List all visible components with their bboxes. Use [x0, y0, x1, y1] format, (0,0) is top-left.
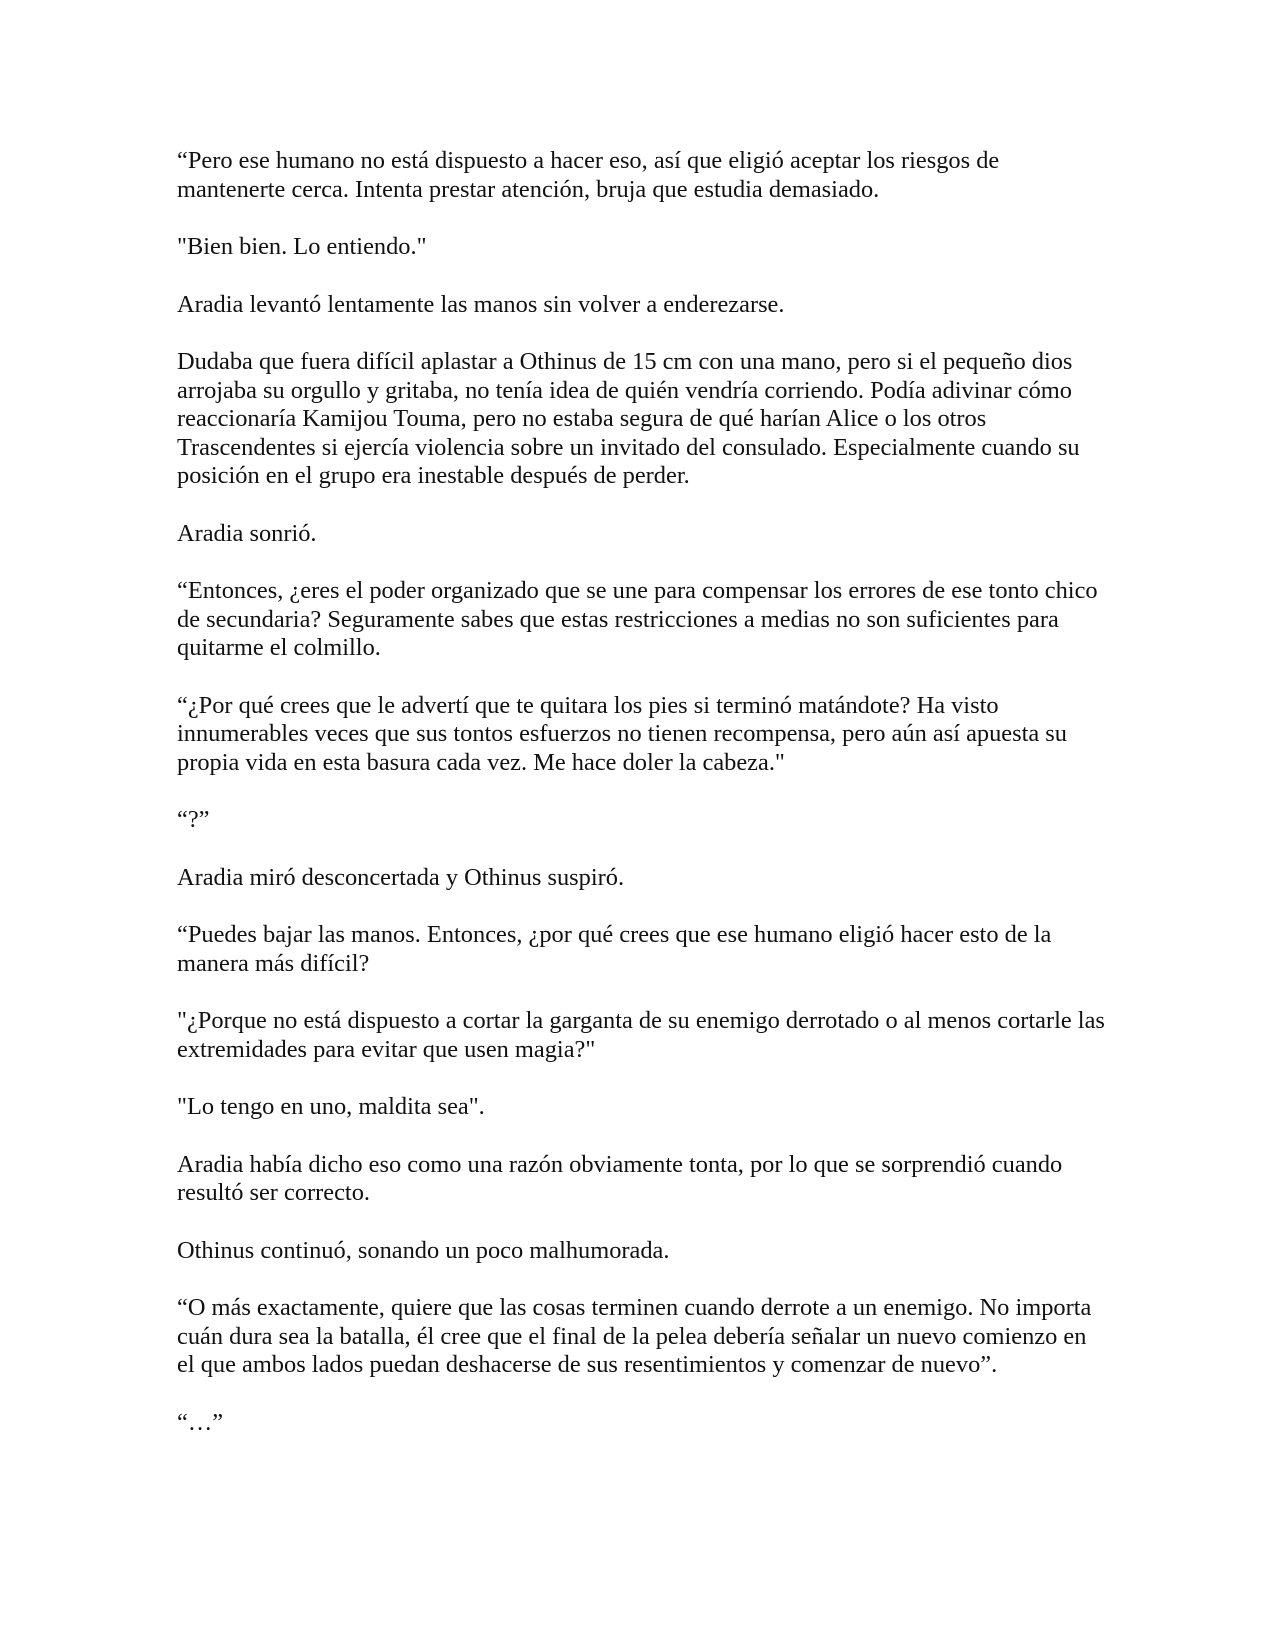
paragraph: “O más exactamente, quiere que las cosas terminen cuando derrote a un enemigo. No importa cuán dura sea la batalla, él cree que el final de la pelea debería señalar un nuevo comienzo en el que ambos lados puedan deshacerse de sus resentimientos y comenzar de nuevo”.: [177, 1294, 1092, 1378]
paragraph: "¿Porque no está dispuesto a cortar la garganta de su enemigo derrotado o al menos cortarle las extremidades para evitar que usen magia?": [177, 1007, 1105, 1063]
paragraph: “?”: [177, 806, 210, 833]
paragraph: “Puedes bajar las manos. Entonces, ¿por qué crees que ese humano eligió hacer esto de la manera más difícil?: [177, 921, 1052, 977]
paragraph: “¿Por qué crees que le advertí que te quitara los pies si terminó matándote? Ha visto innumerables veces que sus tontos esfuerzos no tienen recompensa, pero aún así apuesta su propia vida en esta basura cada vez. Me hace doler la cabeza.": [177, 691, 1067, 776]
paragraph: Aradia levantó lentamente las manos sin volver a enderezarse.: [177, 290, 785, 318]
paragraph: “…”: [177, 1408, 224, 1436]
paragraph: "Bien bien. Lo entiendo.": [177, 233, 427, 260]
document-body: [177, 147, 1107, 1466]
paragraph: “Pero ese humano no está dispuesto a hacer eso, así que eligió aceptar los riesgos de mantenerte cerca. Intenta prestar atención, bruja que estudia demasiado.: [177, 147, 1000, 203]
paragraph: Aradia sonrió.: [177, 519, 317, 547]
paragraph: Aradia miró desconcertada y Othinus suspiró.: [177, 863, 625, 891]
paragraph: Aradia había dicho eso como una razón obviamente tonta, por lo que se sorprendió cuando resultó ser correcto.: [177, 1150, 1063, 1206]
paragraph: Dudaba que fuera difícil aplastar a Othinus de 15 cm con una mano, pero si el pequeño dios arrojaba su orgullo y gritaba, no tenía idea de quién vendría corriendo. Podía adivinar cómo reaccionaría Kamijou Touma, pero no estaba segura de qué harían Alice o los otros Trascendentes si ejercía violencia sobre un invitado del consulado. Especialmente cuando su posición en el grupo era inestable después de perder.: [177, 348, 1080, 489]
paragraph: Othinus continuó, sonando un poco malhumorada.: [177, 1236, 670, 1264]
paragraph: "Lo tengo en uno, maldita sea".: [177, 1093, 485, 1120]
paragraph: “Entonces, ¿eres el poder organizado que se une para compensar los errores de ese tonto chico de secundaria? Seguramente sabes que estas restricciones a medias no son suficientes para quitarme el colmillo.: [177, 577, 1098, 661]
